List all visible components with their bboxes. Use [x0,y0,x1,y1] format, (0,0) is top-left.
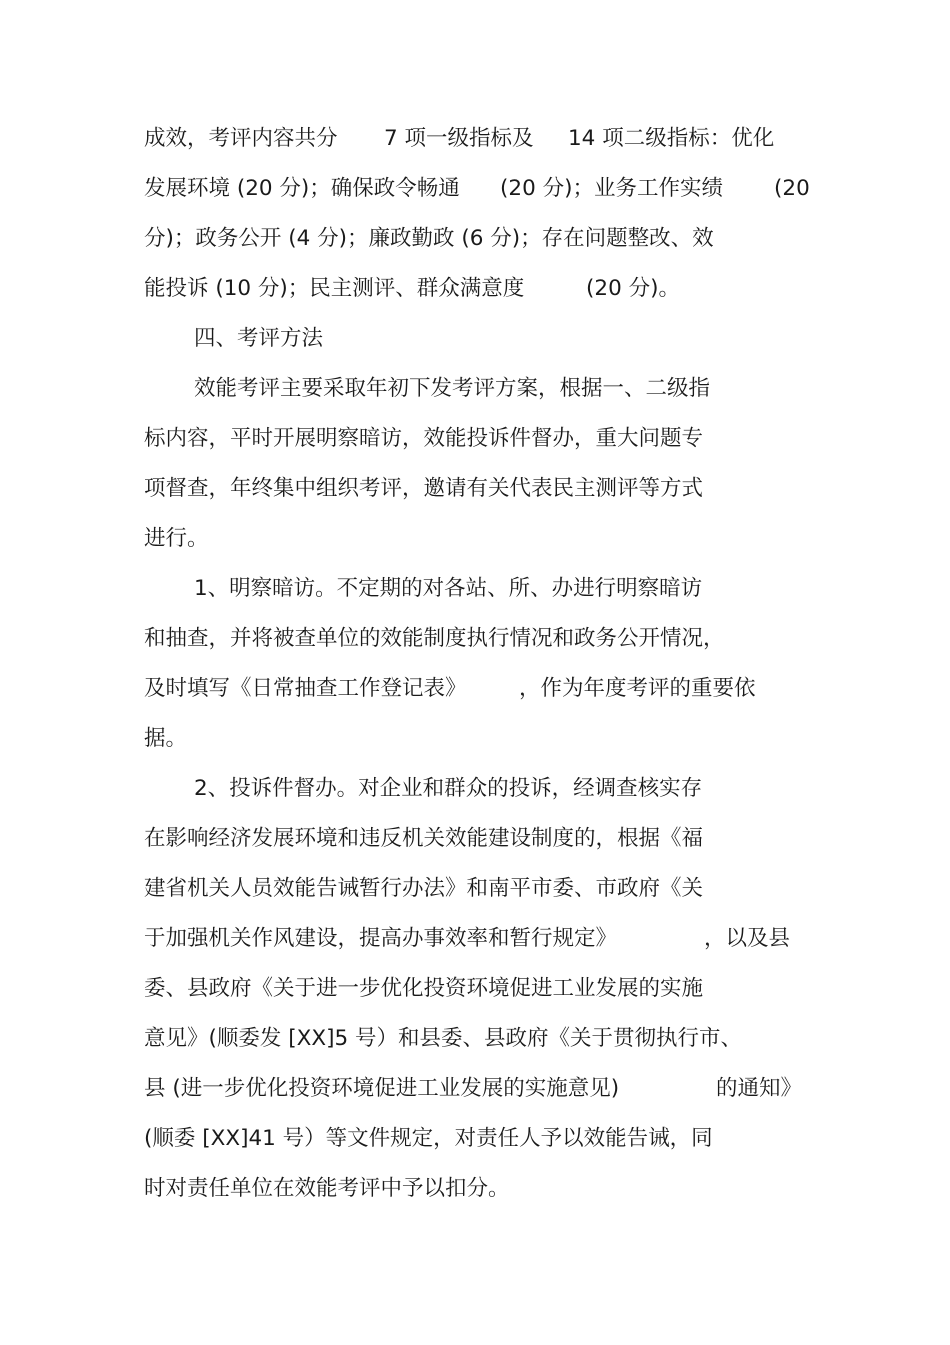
text-segment: (20 分)；业务工作实绩 [500,176,723,201]
text-segment: 建省机关人员效能告诫暂行办法》和南平市委、市政府《关 [144,876,704,901]
paragraph-line [0,269,950,309]
paragraph-line [0,569,950,609]
text-segment: 7 项一级指标及 [384,126,534,151]
paragraph-line [0,469,950,509]
text-segment: 2、投诉件督办。对企业和群众的投诉，经调查核实存 [194,776,703,801]
text-segment: 14 项二级指标：优化 [568,126,775,151]
paragraph-line [0,1119,950,1159]
text-segment: 意见》(顺委发 [XX]5 号）和县委、县政府《关于贯彻执行市、 [144,1026,742,1051]
text-segment: ，以及县 [704,926,791,951]
paragraph-line [0,869,950,909]
text-segment: (20 [774,176,810,201]
section-heading [0,319,950,359]
paragraph-line [0,819,950,859]
text-segment: 分)；政务公开 (4 分)；廉政勤政 (6 分)；存在问题整改、效 [144,226,714,251]
paragraph-line [0,219,950,259]
paragraph-line [0,769,950,809]
text-segment: 县 (进一步优化投资环境促进工业发展的实施意见) [144,1076,620,1101]
paragraph-line [0,1069,950,1109]
paragraph-line [0,119,950,159]
text-segment: (20 分)。 [586,276,680,301]
heading-text: 四、考评方法 [194,326,324,351]
text-segment: 效能考评主要采取年初下发考评方案，根据一、二级指 [194,376,711,401]
paragraph-line [0,619,950,659]
text-segment: 时对责任单位在效能考评中予以扣分。 [144,1176,510,1201]
paragraph-line [0,519,950,559]
paragraph-line [0,169,950,209]
text-segment: 委、县政府《关于进一步优化投资环境促进工业发展的实施 [144,976,704,1001]
paragraph-line [0,1169,950,1209]
text-segment: 成效，考评内容共分 [144,126,338,151]
text-segment: 据。 [144,726,188,751]
paragraph-line [0,719,950,759]
paragraph-line [0,419,950,459]
text-segment: 的通知》 [716,1076,803,1101]
text-segment: 能投诉 (10 分)；民主测评、群众满意度 [144,276,525,301]
paragraph-line [0,1019,950,1059]
text-segment: 发展环境 (20 分)；确保政令畅通 [144,176,460,201]
paragraph-line [0,919,950,959]
text-segment: 项督查，年终集中组织考评，邀请有关代表民主测评等方式 [144,476,704,501]
text-segment: 及时填写《日常抽查工作登记表》 [144,676,467,701]
paragraph-line [0,669,950,709]
paragraph-line [0,369,950,409]
text-segment: ，作为年度考评的重要依 [519,676,756,701]
text-segment: 于加强机关作风建设，提高办事效率和暂行规定》 [144,926,618,951]
text-segment: 在影响经济发展环境和违反机关效能建设制度的，根据《福 [144,826,704,851]
text-segment: 和抽查，并将被查单位的效能制度执行情况和政务公开情况， [144,626,725,651]
text-segment: 1、明察暗访。不定期的对各站、所、办进行明察暗访 [194,576,703,601]
text-segment: 进行。 [144,526,209,551]
text-segment: (顺委 [XX]41 号）等文件规定，对责任人予以效能告诫，同 [144,1126,713,1151]
text-segment: 标内容，平时开展明察暗访，效能投诉件督办，重大问题专 [144,426,704,451]
paragraph-line [0,969,950,1009]
